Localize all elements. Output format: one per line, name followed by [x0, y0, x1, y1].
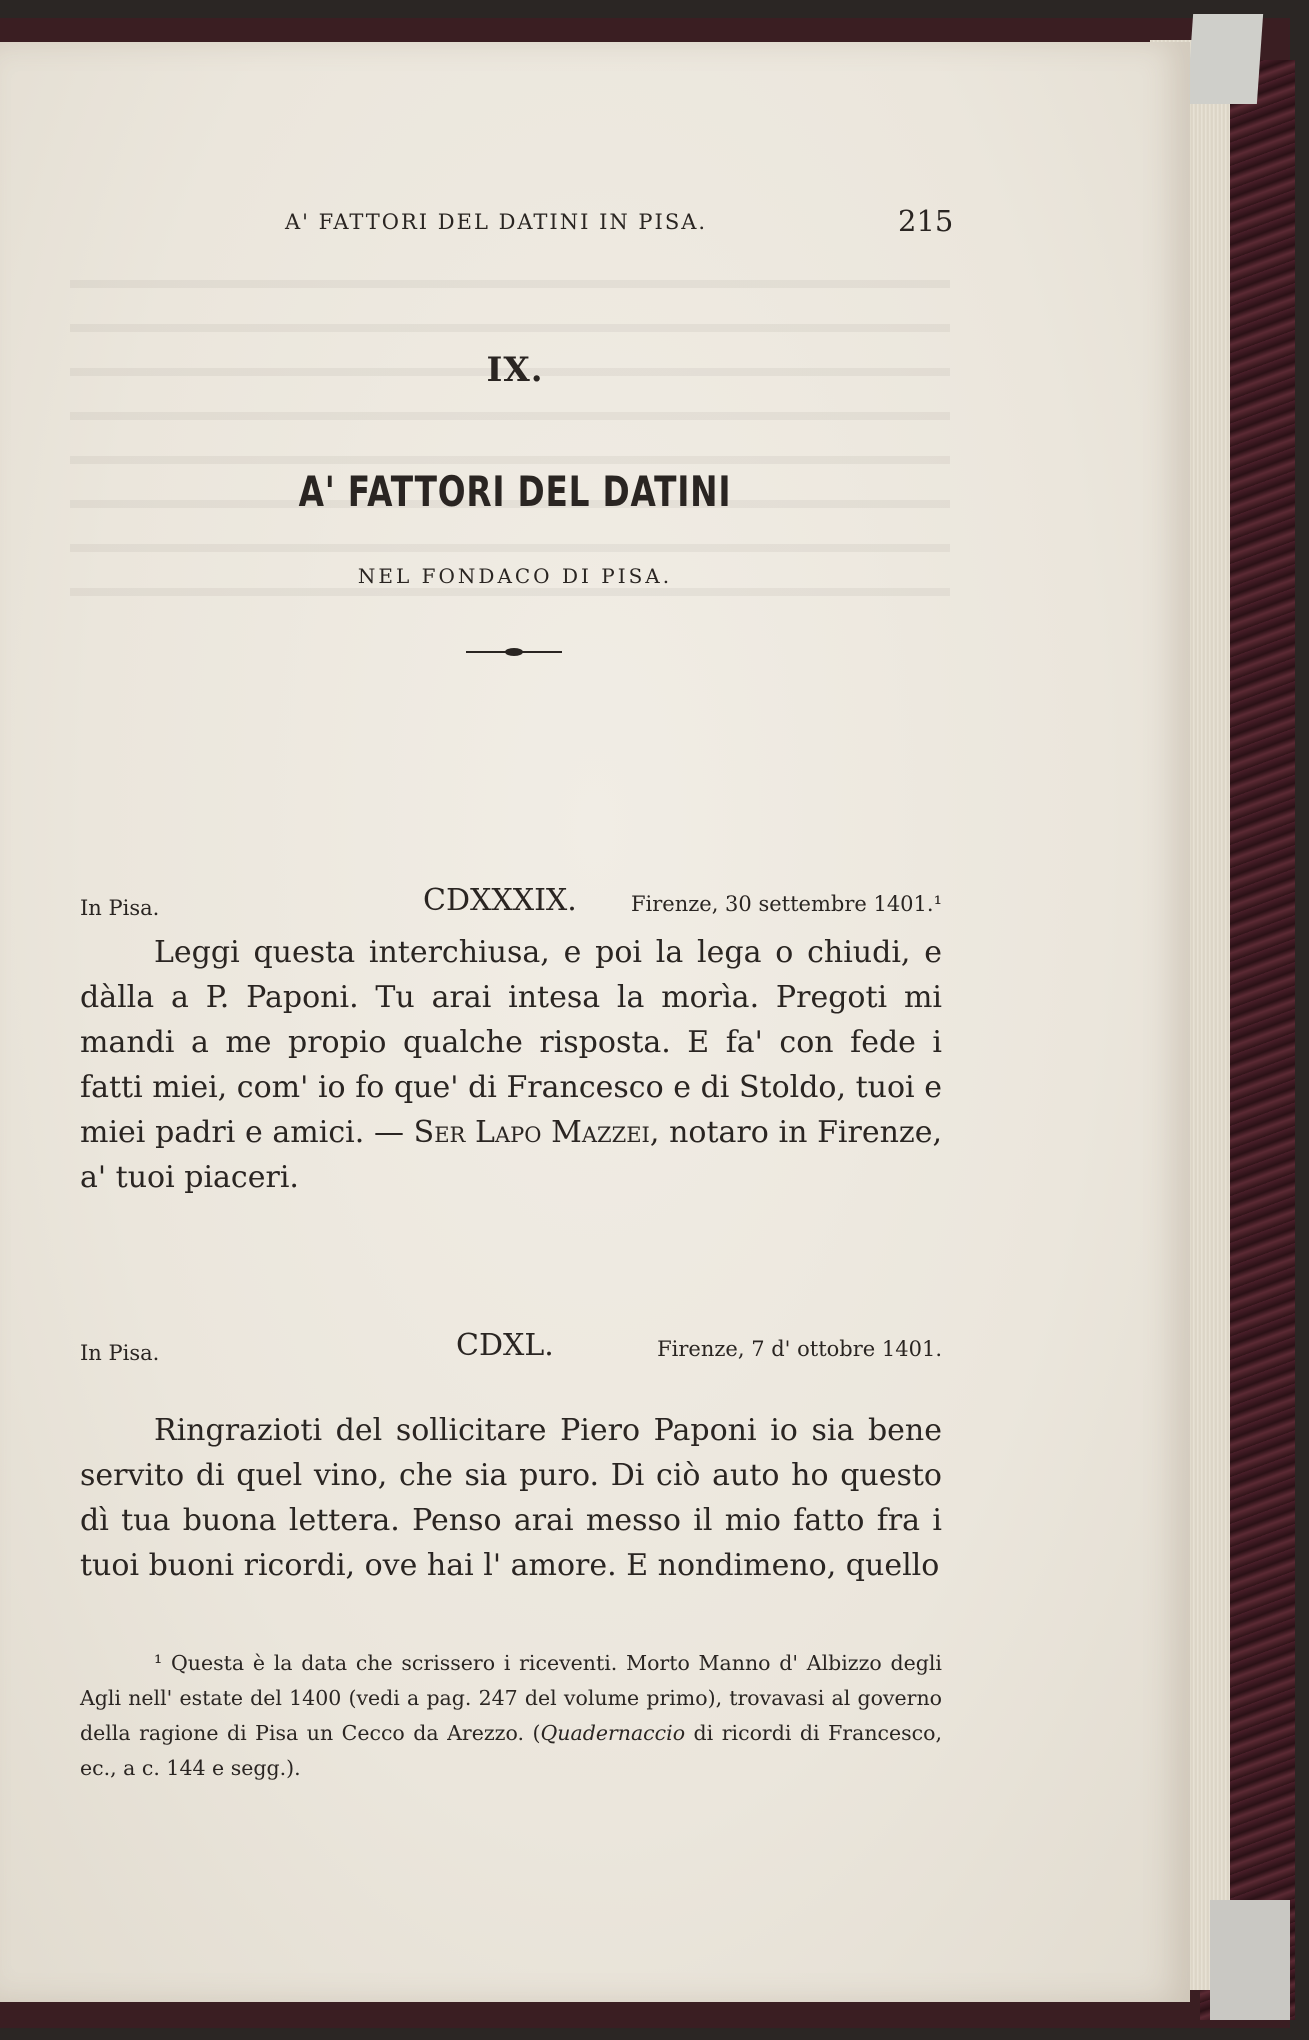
- letter-date: Firenze, 7 d' ottobre 1401.: [657, 1337, 942, 1361]
- letter-body: [80, 1408, 942, 1588]
- section-number: IX.: [486, 350, 544, 390]
- letter-place: In Pisa.: [80, 896, 160, 920]
- footnote-italic: Quadernaccio: [540, 1721, 686, 1745]
- letter-place: In Pisa.: [80, 1341, 160, 1365]
- chapter-title: A' FATTORI DEL DATINI: [298, 467, 732, 516]
- running-title: A' FATTORI DEL DATINI IN PISA.: [285, 210, 708, 234]
- footnote-text-end: di ricordi di Francesco, ec., a c. 144 e segg.).: [80, 1721, 942, 1780]
- footnote: [80, 1646, 942, 1786]
- letter-body: [80, 930, 942, 1200]
- letter-number: CDXXXIX.: [423, 883, 577, 918]
- letter-heading: [80, 1325, 942, 1365]
- footnote-marker: ¹: [154, 1651, 163, 1675]
- book-page: [0, 42, 1190, 2002]
- ornament-divider-icon: [466, 645, 562, 659]
- chapter-subtitle: NEL FONDACO DI PISA.: [357, 564, 673, 588]
- footnote-text: Questa è la data che scrissero i riceventi. Morto Manno d' Albizzo degli Agli nell' estate del 1400 (vedi a pag. 247 del volume primo), trovavasi al governo della ragione di Pisa un Cecco da Arezzo. (: [80, 1651, 942, 1745]
- letter-text: Ringrazioti del sollicitare Piero Paponi io sia bene servito di quel vino, che sia puro. Di ciò auto ho questo dì tua buona lettera. Penso arai messo il mio fatto fra i tuoi buoni ricordi, ove hai l' amore. E nondimeno, quello: [80, 1413, 942, 1583]
- letter-number: CDXL.: [456, 1328, 554, 1363]
- page-number: 215: [898, 204, 954, 238]
- letter-signature: Ser Lapo Mazzei: [413, 1115, 650, 1150]
- cover-corner-bottom: [1210, 1900, 1290, 2020]
- letter-heading: [80, 880, 942, 920]
- cover-corner-top: [1187, 14, 1263, 104]
- letter-text-end: , notaro in Firenze, a' tuoi piaceri.: [80, 1115, 942, 1195]
- letter-text: Leggi questa interchiusa, e poi la lega o chiudi, e dàlla a P. Paponi. Tu arai intesa la morìa. Pregoti mi mandi a me propio qualche risposta. E fa' con fede i fatti miei, com' io fo que' di Francesco e di Stoldo, tuoi e miei padri e amici. —: [80, 935, 942, 1150]
- letter-date: Firenze, 30 settembre 1401.¹: [630, 892, 942, 916]
